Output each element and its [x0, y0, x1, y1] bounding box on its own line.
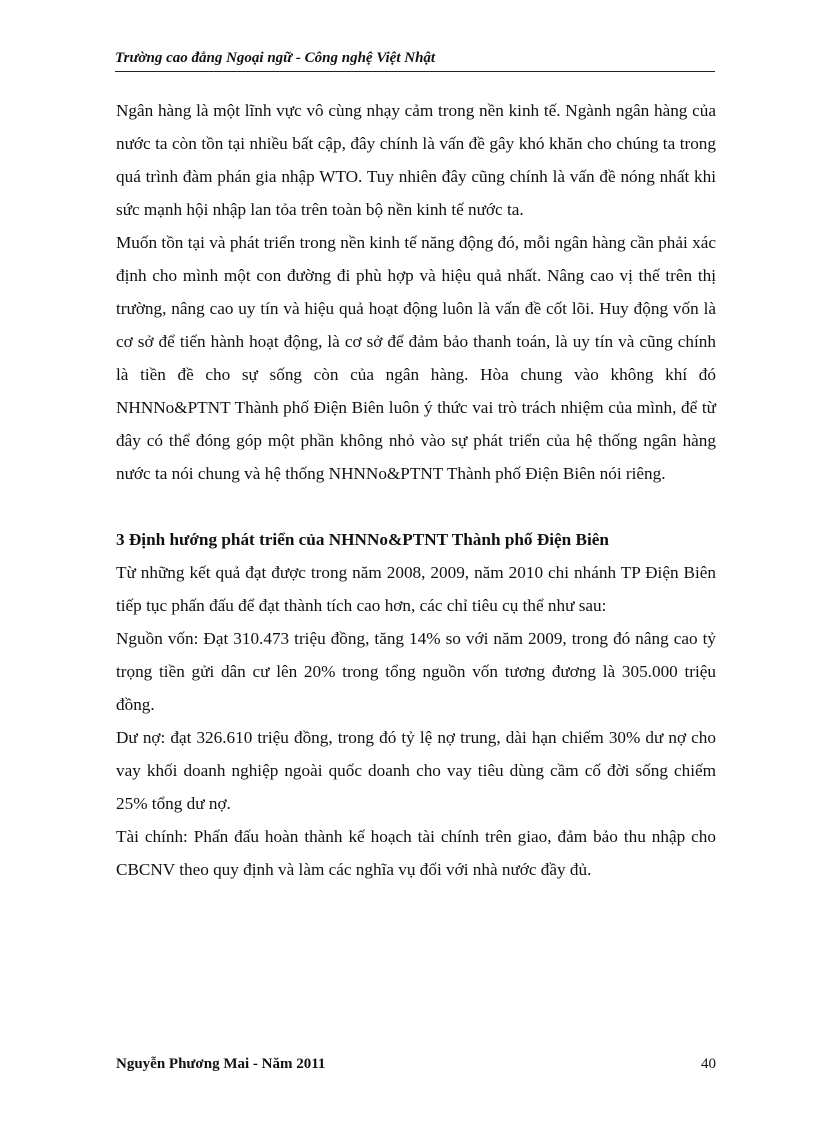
paragraph: Từ những kết quả đạt được trong năm 2008, 2009, năm 2010 chi nhánh TP Điện Biên tiếp tục phấn đấu để đạt thành tích cao hơn, các chỉ tiêu cụ thể như sau:: [116, 563, 716, 615]
page-header: [115, 50, 715, 72]
section-heading: 3 Định hướng phát triển của NHNNo&PTNT Thành phố Điện Biên: [116, 530, 609, 549]
footer-author: Nguyễn Phương Mai - Năm 2011: [116, 1056, 326, 1072]
paragraph: Ngân hàng là một lĩnh vực vô cùng nhạy cảm trong nền kinh tế. Ngành ngân hàng của nước ta còn tồn tại nhiều bất cập, đây chính là vấn đề gây khó khăn cho chúng ta trong quá trình đàm phán gia nhập WTO. Tuy nhiên đây cũng chính là vấn đề nóng nhất khi sức mạnh hội nhập lan tỏa trên toàn bộ nền kinh tế nước ta.: [116, 101, 716, 219]
paragraph: Muốn tồn tại và phát triển trong nền kinh tế năng động đó, mỗi ngân hàng cần phải xác định cho mình một con đường đi phù hợp và hiệu quả nhất. Nâng cao vị thế trên thị trường, nâng cao uy tín và hiệu quả hoạt động luôn là vấn đề cốt lõi. Huy động vốn là cơ sở để tiến hành hoạt động, là cơ sở để đảm bảo thanh toán, là uy tín và cũng chính là tiền đề cho sự sống còn của ngân hàng. Hòa chung vào không khí đó NHNNo&PTNT Thành phố Điện Biên luôn ý thức vai trò trách nhiệm của mình, để từ đây có thể đóng góp một phần không nhỏ vào sự phát triển của hệ thống ngân hàng nước ta nói chung và hệ thống NHNNo&PTNT Thành phố Điện Biên nói riêng.: [116, 233, 716, 483]
page-number: 40: [701, 1056, 716, 1072]
document-body: [116, 94, 716, 886]
paragraph: Tài chính: Phấn đấu hoàn thành kế hoạch tài chính trên giao, đảm bảo thu nhập cho CBCNV theo quy định và làm các nghĩa vụ đối với nhà nước đầy đủ.: [116, 827, 716, 879]
paragraph: Dư nợ: đạt 326.610 triệu đồng, trong đó tỷ lệ nợ trung, dài hạn chiếm 30% dư nợ cho vay khối doanh nghiệp ngoài quốc doanh cho vay tiêu dùng cầm cố đời sống chiếm 25% tổng dư nợ.: [116, 728, 716, 813]
page-footer: [116, 1056, 716, 1073]
header-title: Trường cao đẳng Ngoại ngữ - Công nghệ Việt Nhật: [115, 50, 436, 66]
paragraph: Nguồn vốn: Đạt 310.473 triệu đồng, tăng 14% so với năm 2009, trong đó nâng cao tỷ trọng tiền gửi dân cư lên 20% trong tổng nguồn vốn tương đương là 305.000 triệu đồng.: [116, 629, 716, 714]
